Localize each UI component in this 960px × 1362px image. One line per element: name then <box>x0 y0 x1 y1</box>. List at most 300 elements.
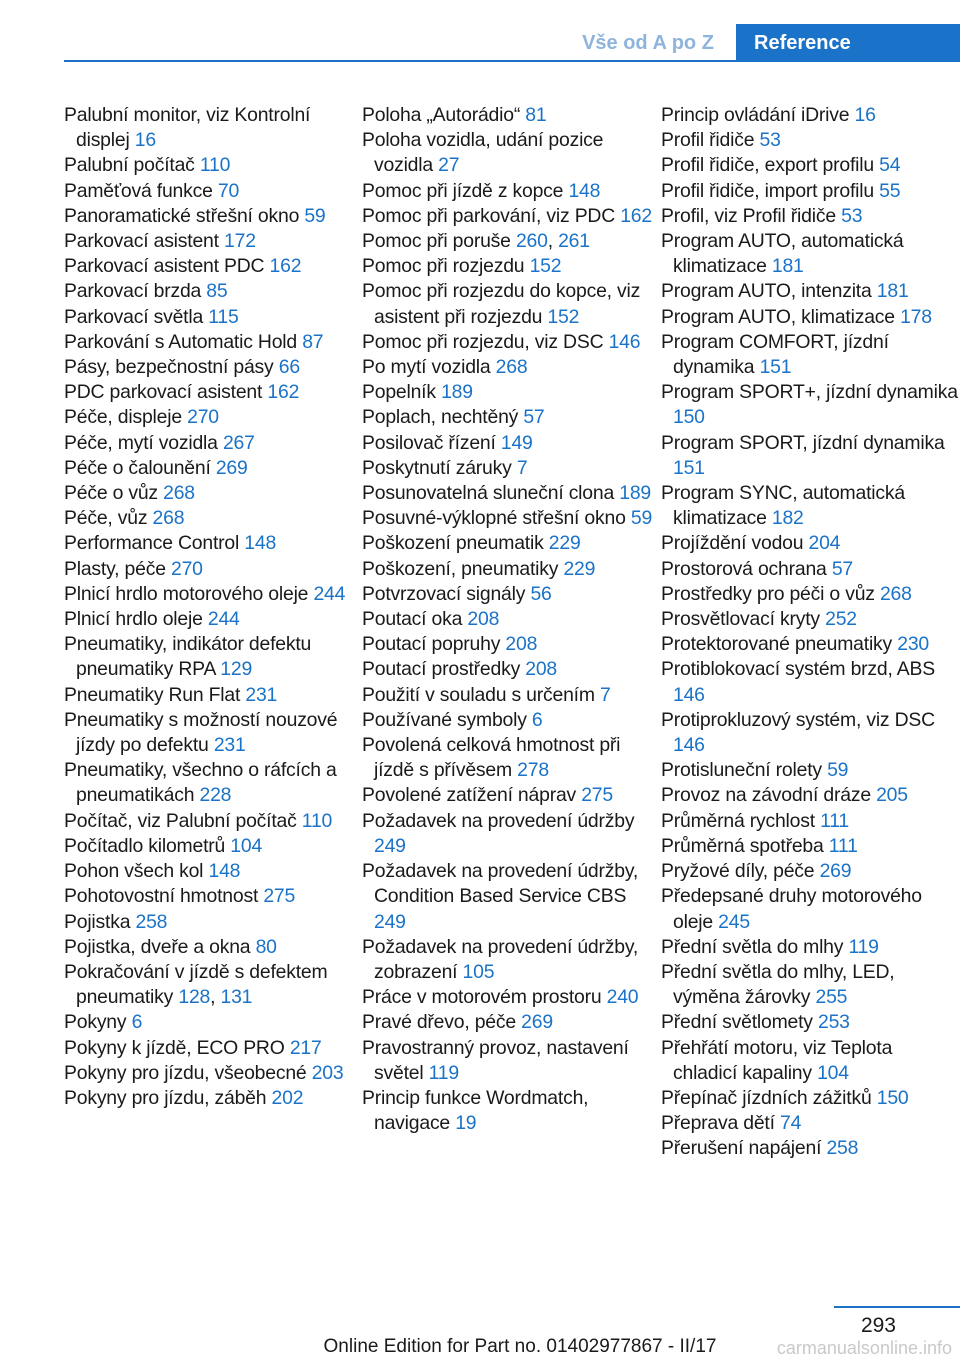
index-entry <box>64 330 354 355</box>
index-entry <box>362 330 654 355</box>
page-link[interactable]: 208 <box>525 658 558 681</box>
index-entry <box>64 431 354 456</box>
page-link[interactable]: 146 <box>608 330 641 353</box>
index-entry <box>64 1036 354 1061</box>
page-link[interactable]: 111 <box>828 834 858 857</box>
page-link[interactable]: 74 <box>780 1112 802 1135</box>
entry-term: Pneumatiky, indikátor defektu pneumatiky RPA <box>64 633 312 681</box>
entry-term: Parkovací asistent <box>64 230 219 253</box>
index-entry <box>661 204 960 229</box>
index-column-3 <box>661 103 960 1162</box>
page-link[interactable]: 27 <box>438 154 460 177</box>
index-entry <box>661 330 960 380</box>
index-entry <box>362 456 654 481</box>
index-entry <box>661 758 960 783</box>
index-entry <box>64 506 354 531</box>
page-link[interactable]: 189 <box>441 381 473 404</box>
entry-term: Princip ovládání iDrive <box>661 104 850 126</box>
page-link[interactable]: 269 <box>819 860 852 883</box>
entry-term: Pneumatiky Run Flat <box>64 683 241 706</box>
index-entry <box>64 582 354 607</box>
entry-term: Plnicí hrdlo oleje <box>64 608 203 631</box>
entry-term: Protiprokluzový systém, viz DSC <box>661 708 935 731</box>
page-link[interactable]: 146 <box>673 734 705 757</box>
entry-term: PDC parkovací asistent <box>64 381 263 404</box>
page-link[interactable]: 205 <box>876 784 908 807</box>
entry-term: Přední světla do mlhy <box>661 935 844 958</box>
index-entry <box>362 1036 654 1086</box>
page-link[interactable]: 244 <box>207 608 240 631</box>
index-entry: Pokračování v jízdě s defektem pneumatiky 128, 131 <box>64 960 328 1009</box>
page-link[interactable]: 152 <box>547 305 580 328</box>
page-link[interactable]: 278 <box>517 759 549 782</box>
index-entry <box>362 582 654 607</box>
index-entry <box>362 279 654 329</box>
index-entry <box>64 557 354 582</box>
page-link[interactable]: 104 <box>230 834 263 857</box>
entry-term: Požadavek na provedení údržby, zobrazení <box>362 935 639 983</box>
page-link[interactable]: 105 <box>462 960 495 983</box>
entry-term: Parkovací brzda <box>64 280 202 303</box>
page-link[interactable]: 6 <box>531 708 543 731</box>
page-link[interactable]: 258 <box>826 1137 859 1160</box>
index-entry <box>362 380 654 405</box>
index-entry <box>362 254 654 279</box>
page-link[interactable]: 85 <box>206 280 228 303</box>
index-entry <box>661 531 960 556</box>
entry-term: Panoramatické střešní okno <box>64 204 300 227</box>
entry-term: Princip funkce Wordmatch, navigace <box>362 1086 589 1135</box>
entry-term: Péče, mytí vozidla <box>64 431 218 454</box>
entry-term: Pravé dřevo, péče <box>362 1011 516 1034</box>
entry-term: Přední světlomety <box>661 1011 813 1034</box>
entry-term: Průměrná rychlost <box>661 809 815 832</box>
index-entry <box>661 960 960 1010</box>
page-link[interactable]: 16 <box>134 129 156 152</box>
index-column-1 <box>64 103 354 1111</box>
page-link[interactable]: 208 <box>505 633 538 656</box>
entry-term: Pomoc při rozjezdu, viz DSC <box>362 330 604 353</box>
index-entry <box>362 531 654 556</box>
page-link[interactable]: 217 <box>289 1036 322 1059</box>
index-entry <box>661 809 960 834</box>
page-link[interactable]: 258 <box>135 910 168 933</box>
index-entry <box>362 657 654 682</box>
page-link[interactable]: 162 <box>267 381 300 404</box>
entry-term: Pokyny k jízdě, ECO PRO <box>64 1036 285 1059</box>
page-link[interactable]: 6 <box>131 1011 143 1034</box>
index-entry <box>661 279 960 304</box>
index-entry <box>362 985 654 1010</box>
page-link[interactable]: 66 <box>278 356 300 379</box>
page-link[interactable]: 53 <box>841 204 863 227</box>
entry-term: Parkování s Automatic Hold <box>64 330 297 353</box>
page-link[interactable]: 189 <box>619 482 651 505</box>
page-link[interactable]: 268 <box>495 356 528 379</box>
entry-term: Plasty, péče <box>64 557 166 580</box>
page-link[interactable]: 56 <box>530 582 552 605</box>
entry-term: Pohotovostní hmotnost <box>64 885 259 908</box>
entry-term: Pokračování v jízdě s defektem pneumatiky <box>64 960 328 1009</box>
index-entry <box>661 1086 960 1111</box>
page-link[interactable]: 240 <box>606 986 639 1009</box>
header-section-tab[interactable]: Vše od A po Z <box>582 32 714 54</box>
entry-term: Popelník <box>362 381 436 404</box>
index-entry <box>64 632 354 682</box>
page-link[interactable]: 231 <box>213 734 246 757</box>
index-entry: Pomoc při poruše 260, 261 <box>362 230 590 253</box>
index-entry <box>362 935 654 985</box>
page-link[interactable]: 150 <box>876 1086 909 1109</box>
entry-term: Přerušení napájení <box>661 1137 822 1160</box>
entry-term: Poutací prostředky <box>362 658 521 681</box>
index-entry <box>661 153 960 178</box>
index-entry <box>362 708 654 733</box>
index-entry <box>64 859 354 884</box>
entry-term: Používané symboly <box>362 708 527 731</box>
index-entry <box>661 481 960 531</box>
page-link[interactable]: 229 <box>548 532 581 555</box>
page-link[interactable]: 181 <box>771 255 804 278</box>
page-link[interactable]: 131 <box>220 986 253 1009</box>
index-entry <box>362 783 654 808</box>
page-link[interactable]: 162 <box>620 204 652 227</box>
entry-term: Použití v souladu s určením <box>362 683 595 706</box>
page-link[interactable]: 119 <box>848 935 879 958</box>
index-entry <box>64 305 354 330</box>
index-entry <box>661 557 960 582</box>
page-link[interactable]: 54 <box>879 154 901 177</box>
page-link[interactable]: 162 <box>269 255 302 278</box>
page-link[interactable]: 151 <box>673 456 705 479</box>
page-link[interactable]: 7 <box>599 683 611 706</box>
index-entry <box>362 1010 654 1035</box>
index-entry <box>64 103 354 153</box>
index-entry <box>64 1010 354 1035</box>
entry-term: Pohon všech kol <box>64 860 204 883</box>
entry-term: Posuvné-výklopné střešní okno <box>362 507 626 530</box>
entry-term: Profil řidiče, import profilu <box>661 179 874 202</box>
index-entry <box>64 229 354 254</box>
index-entry <box>661 935 960 960</box>
index-entry <box>362 683 654 708</box>
page-link[interactable]: 202 <box>271 1086 304 1109</box>
page-link[interactable]: 244 <box>313 582 346 605</box>
page-link[interactable]: 149 <box>500 431 533 454</box>
entry-term: Povolená celková hmotnost při jízdě s přívěsem <box>362 734 621 782</box>
index-entry <box>64 481 354 506</box>
index-entry <box>362 632 654 657</box>
page-link[interactable]: 57 <box>523 406 545 429</box>
index-entry <box>64 380 354 405</box>
entry-term: Poplach, nechtěný <box>362 406 519 429</box>
page-link[interactable]: 245 <box>718 910 750 933</box>
index-entry <box>661 179 960 204</box>
index-entry <box>362 103 654 128</box>
entry-term: Pásy, bezpečnostní pásy <box>64 356 274 379</box>
page-link[interactable]: 110 <box>301 809 333 832</box>
entry-term: Parkovací světla <box>64 305 204 328</box>
index-entry <box>661 103 960 128</box>
index-entry <box>661 783 960 808</box>
page-link[interactable]: 111 <box>820 809 849 832</box>
index-entry <box>661 632 960 657</box>
entry-term: Pneumatiky s možností nouzové jízdy po defektu <box>64 708 338 757</box>
page-link[interactable]: 148 <box>244 532 277 555</box>
index-entry <box>661 380 960 430</box>
page-link[interactable]: 249 <box>374 834 406 857</box>
index-entry <box>362 481 654 506</box>
index-entry <box>64 254 354 279</box>
index-entry <box>661 859 960 884</box>
entry-term: Péče, vůz <box>64 507 148 530</box>
page-link[interactable]: 268 <box>879 582 912 605</box>
entry-term: Pomoc při rozjezdu do kopce, viz asistent při rozjezdu <box>362 280 641 328</box>
entry-term: Protektorované pneumatiky <box>661 633 893 656</box>
footer-rule <box>834 1306 960 1308</box>
entry-term: Paměťová funkce <box>64 179 213 202</box>
index-entry <box>64 910 354 935</box>
entry-term: Pokyny pro jízdu, všeobecné <box>64 1061 307 1084</box>
index-entry <box>362 179 654 204</box>
index-entry <box>64 1086 354 1111</box>
index-entry <box>661 582 960 607</box>
page-link[interactable]: 228 <box>199 784 232 807</box>
entry-term: Pomoc při rozjezdu <box>362 255 525 278</box>
index-entry <box>64 531 354 556</box>
entry-term: Projíždění vodou <box>661 532 804 555</box>
index-entry <box>64 809 354 834</box>
index-entry <box>661 1010 960 1035</box>
entry-term: Prosvětlovací kryty <box>661 608 820 631</box>
index-entry <box>64 935 354 960</box>
index-entry <box>64 204 354 229</box>
page-link[interactable]: 152 <box>529 255 562 278</box>
index-entry <box>362 607 654 632</box>
index-entry <box>661 1136 960 1161</box>
page-link[interactable]: 230 <box>897 633 930 656</box>
entry-term: Požadavek na provedení údržby <box>362 809 635 832</box>
page-link[interactable]: 129 <box>220 658 253 681</box>
index-entry <box>362 405 654 430</box>
index-entry <box>661 708 960 758</box>
entry-term: Program SPORT, jízdní dynamika <box>661 431 945 454</box>
page-link[interactable]: 261 <box>558 230 590 253</box>
entry-term: Plnicí hrdlo motorového oleje <box>64 582 309 605</box>
page-link[interactable]: 249 <box>374 910 406 933</box>
page-link[interactable]: 150 <box>673 406 705 429</box>
entry-term: Program AUTO, automatická klimatizace <box>661 230 904 278</box>
entry-term: Palubní počítač <box>64 154 195 177</box>
entry-term: Program AUTO, klimatizace <box>661 305 895 328</box>
page-link[interactable]: 53 <box>759 129 781 152</box>
index-entry <box>64 834 354 859</box>
entry-term: Požadavek na provedení údržby, Condition Based Service CBS <box>362 860 639 908</box>
index-entry <box>362 1086 654 1136</box>
index-entry <box>362 128 654 178</box>
index-entry <box>661 607 960 632</box>
index-entry <box>64 607 354 632</box>
page-link[interactable]: 59 <box>304 204 326 227</box>
page-link[interactable]: 268 <box>152 507 185 530</box>
index-entry <box>64 884 354 909</box>
index-entry <box>661 229 960 279</box>
entry-term: Poutací oka <box>362 608 463 631</box>
page-link[interactable]: 55 <box>879 179 901 202</box>
page-link[interactable]: 7 <box>516 456 528 479</box>
entry-term: Pomoc při jízdě z kopce <box>362 179 564 202</box>
entry-term: Práce v motorovém prostoru <box>362 986 602 1009</box>
page-link[interactable]: 270 <box>170 557 203 580</box>
index-entry <box>64 683 354 708</box>
entry-term: Průměrná spotřeba <box>661 834 824 857</box>
index-column-2 <box>362 103 654 1136</box>
page-link[interactable]: 59 <box>630 507 653 530</box>
entry-term: Potvrzovací signály <box>362 582 526 605</box>
entry-term: Poutací popruhy <box>362 633 501 656</box>
page-link[interactable]: 268 <box>163 482 195 505</box>
entry-term: Povolené zatížení náprav <box>362 784 577 807</box>
page-link[interactable]: 115 <box>208 305 239 328</box>
page-link[interactable]: 57 <box>831 557 853 580</box>
entry-term: Parkovací asistent PDC <box>64 255 265 278</box>
entry-term: Počítač, viz Palubní počítač <box>64 809 297 832</box>
entry-term: Poskytnutí záruky <box>362 456 512 479</box>
page-link[interactable]: 70 <box>217 179 240 202</box>
page-link[interactable]: 148 <box>568 179 601 202</box>
entry-term: Pryžové díly, péče <box>661 860 815 883</box>
page-link[interactable]: 203 <box>311 1061 344 1084</box>
index-entry <box>362 809 654 859</box>
page-link[interactable]: 231 <box>245 683 278 706</box>
index-entry <box>661 884 960 934</box>
page-link[interactable]: 19 <box>455 1112 477 1135</box>
entry-term: Pomoc při parkování, viz PDC <box>362 204 616 227</box>
entry-term: Prostředky pro péči o vůz <box>661 582 875 605</box>
entry-term: Pravostranný provoz, nastavení světel <box>362 1036 629 1084</box>
entry-term: Pneumatiky, všechno o ráfcích a pneumatikách <box>64 759 337 807</box>
page-link[interactable]: 182 <box>771 507 804 530</box>
page-link[interactable]: 270 <box>187 406 219 429</box>
page-link[interactable]: 128 <box>178 986 211 1009</box>
index-entry <box>362 733 654 783</box>
page-link[interactable]: 119 <box>428 1061 459 1084</box>
entry-term: Performance Control <box>64 532 240 555</box>
entry-term: Počítadlo kilometrů <box>64 834 226 857</box>
page-link[interactable]: 275 <box>263 885 296 908</box>
entry-term: Program SPORT+, jízdní dynamika <box>661 381 958 404</box>
index-entry <box>362 859 654 935</box>
index-entry <box>362 506 654 531</box>
entry-term: Posunovatelná sluneční clona <box>362 482 615 505</box>
page-link[interactable]: 110 <box>199 154 231 177</box>
entry-term: Program SYNC, automatická klimatizace <box>661 482 905 530</box>
index-entry <box>64 758 354 808</box>
page-link[interactable]: 253 <box>817 1011 850 1034</box>
index-entry <box>362 557 654 582</box>
index-entry <box>661 305 960 330</box>
index-entry <box>64 708 354 758</box>
page-link[interactable]: 275 <box>581 784 613 807</box>
entry-term: Poškození, pneumatiky <box>362 557 559 580</box>
index-entry <box>661 431 960 481</box>
header-current-tab[interactable]: Reference <box>736 24 960 62</box>
page-link[interactable]: 267 <box>222 431 255 454</box>
page-link[interactable]: 181 <box>876 280 909 303</box>
page-link[interactable]: 204 <box>808 532 841 555</box>
entry-term: Protisluneční rolety <box>661 759 822 782</box>
entry-term: Péče, displeje <box>64 406 182 429</box>
entry-term: Přeprava dětí <box>661 1112 775 1135</box>
entry-term: Program COMFORT, jízdní dynamika <box>661 330 889 379</box>
index-entry <box>362 431 654 456</box>
entry-term: Program AUTO, intenzita <box>661 280 872 303</box>
page-link[interactable]: 208 <box>467 608 500 631</box>
entry-term: Prostorová ochrana <box>661 557 827 580</box>
entry-term: Péče o vůz <box>64 482 158 505</box>
index-entry <box>661 657 960 707</box>
page-link[interactable]: 59 <box>827 759 849 782</box>
entry-term: Profil, viz Profil řidiče <box>661 204 836 227</box>
page-link[interactable]: 269 <box>521 1011 553 1034</box>
page-link[interactable]: 81 <box>525 104 547 126</box>
page-link[interactable]: 255 <box>815 986 848 1009</box>
edition-note: Online Edition for Part no. 01402977867 - II/17 <box>323 1336 717 1357</box>
entry-term: Pomoc při poruše <box>362 230 511 253</box>
entry-term: Profil řidiče, export profilu <box>661 154 874 177</box>
entry-term: Pokyny <box>64 1011 127 1034</box>
page-link[interactable]: 146 <box>673 683 705 706</box>
entry-term: Profil řidiče <box>661 129 755 152</box>
index-entry <box>661 1111 960 1136</box>
page-link[interactable]: 260 <box>515 230 548 253</box>
page-link[interactable]: 269 <box>215 456 248 479</box>
page-link[interactable]: 80 <box>255 935 277 958</box>
index-entry <box>661 128 960 153</box>
page-link[interactable]: 104 <box>817 1061 849 1084</box>
entry-term: Pojistka <box>64 910 131 933</box>
index-entry <box>64 405 354 430</box>
index-entry <box>64 355 354 380</box>
page-link[interactable]: 151 <box>759 356 792 379</box>
index-entry <box>64 456 354 481</box>
watermark: carmanualsonline.info <box>776 1338 952 1358</box>
page-link[interactable]: 148 <box>208 860 241 883</box>
entry-term: Provoz na závodní dráze <box>661 784 871 807</box>
entry-term: Pokyny pro jízdu, záběh <box>64 1086 267 1109</box>
index-entry <box>661 1036 960 1086</box>
index-entry <box>64 153 354 178</box>
page-link[interactable]: 252 <box>825 608 857 631</box>
page-link[interactable]: 87 <box>302 330 324 353</box>
index-entry <box>661 834 960 859</box>
entry-term: Palubní monitor, viz Kontrolní displej <box>64 104 311 152</box>
index-entry <box>362 355 654 380</box>
page-number: 293 <box>860 1314 896 1337</box>
page-link[interactable]: 178 <box>900 305 932 328</box>
entry-term: Předepsané druhy motorového oleje <box>661 885 922 933</box>
entry-term: Poloha vozidla, udání pozice vozidla <box>362 129 604 177</box>
index-entry <box>64 279 354 304</box>
entry-term: Přehřátí motoru, viz Teplota chladicí kapaliny <box>661 1036 893 1084</box>
page-link[interactable]: 229 <box>563 557 596 580</box>
entry-term: Posilovač řízení <box>362 431 496 454</box>
entry-term: Poškození pneumatik <box>362 532 544 555</box>
entry-term: Péče o čalounění <box>64 456 211 479</box>
page-link[interactable]: 16 <box>854 104 876 126</box>
entry-term: Protiblokovací systém brzd, ABS <box>661 658 935 681</box>
page-link[interactable]: 172 <box>224 230 256 253</box>
